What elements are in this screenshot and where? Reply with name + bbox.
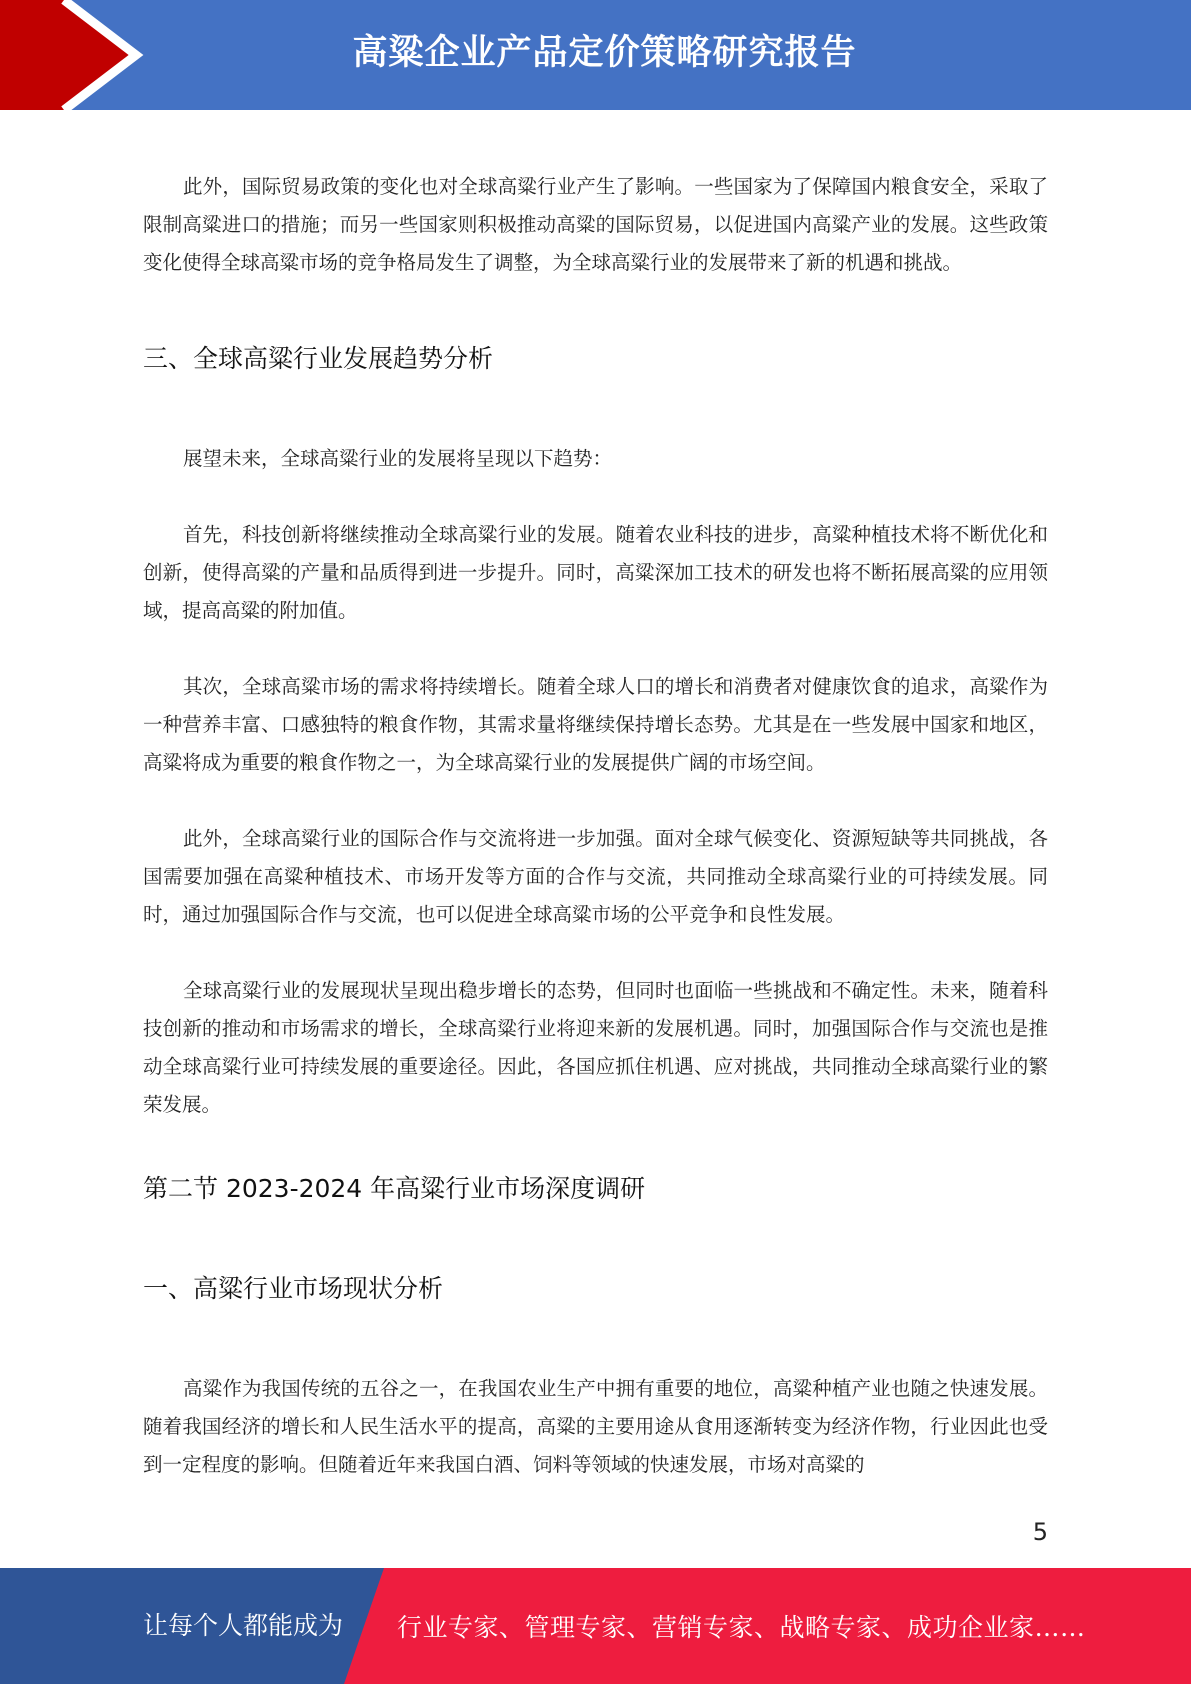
paragraph-tech-innovation: 首先，科技创新将继续推动全球高粱行业的发展。随着农业科技的进步，高粱种植技术将不断优化和创新，使得高粱的产量和品质得到进一步提升。同时，高粱深加工技术的研发也将不断拓展高粱的应用领域，提高高粱的附加值。: [143, 523, 1048, 622]
page-number: 5: [1032, 1518, 1048, 1546]
section-heading-market-status: 一、高粱行业市场现状分析: [143, 1274, 444, 1303]
section-heading-market-research: 第二节 2023-2024 年高粱行业市场深度调研: [143, 1174, 646, 1203]
page-content: [143, 168, 1048, 1484]
paragraph-trade-policy: 此外，国际贸易政策的变化也对全球高粱行业产生了影响。一些国家为了保障国内粮食安全，采取了限制高粱进口的措施；而另一些国家则积极推动高粱的国际贸易，以促进国内高粱产业的发展。这些政策变化使得全球高粱市场的竞争格局发生了调整，为全球高粱行业的发展带来了新的机遇和挑战。: [143, 175, 1048, 274]
paragraph-market-status: 高粱作为我国传统的五谷之一，在我国农业生产中拥有重要的地位，高粱种植产业也随之快速发展。随着我国经济的增长和人民生活水平的提高，高粱的主要用途从食用逐渐转变为经济作物，行业因此也受到一定程度的影响。但随着近年来我国白酒、饲料等领域的快速发展，市场对高粱的: [143, 1377, 1048, 1476]
document-title: 高粱企业产品定价策略研究报告: [352, 33, 857, 73]
header-banner: [0, 0, 1191, 110]
footer-slogan-left: 让每个人都能成为: [143, 1611, 344, 1640]
paragraph-cooperation: 此外，全球高粱行业的国际合作与交流将进一步加强。面对全球气候变化、资源短缺等共同挑战，各国需要加强在高粱种植技术、市场开发等方面的合作与交流，共同推动全球高粱行业的可持续发展。同时，通过加强国际合作与交流，也可以促进全球高粱市场的公平竞争和良性发展。: [143, 827, 1048, 926]
footer-banner: [0, 1568, 1191, 1684]
paragraph-outlook: 展望未来，全球高粱行业的发展将呈现以下趋势：: [183, 447, 613, 470]
footer-slogan-right: 行业专家、管理专家、营销专家、战略专家、成功企业家……: [397, 1613, 1086, 1642]
paragraph-summary: 全球高粱行业的发展现状呈现出稳步增长的态势，但同时也面临一些挑战和不确定性。未来，随着科技创新的推动和市场需求的增长，全球高粱行业将迎来新的发展机遇。同时，加强国际合作与交流也是推动全球高粱行业可持续发展的重要途径。因此，各国应抓住机遇、应对挑战，共同推动全球高粱行业的繁荣发展。: [143, 979, 1048, 1116]
section-heading-trends: 三、全球高粱行业发展趋势分析: [143, 344, 494, 373]
paragraph-demand-growth: 其次，全球高粱市场的需求将持续增长。随着全球人口的增长和消费者对健康饮食的追求，高粱作为一种营养丰富、口感独特的粮食作物，其需求量将继续保持增长态势。尤其是在一些发展中国家和地区，高粱将成为重要的粮食作物之一，为全球高粱行业的发展提供广阔的市场空间。: [143, 675, 1048, 774]
